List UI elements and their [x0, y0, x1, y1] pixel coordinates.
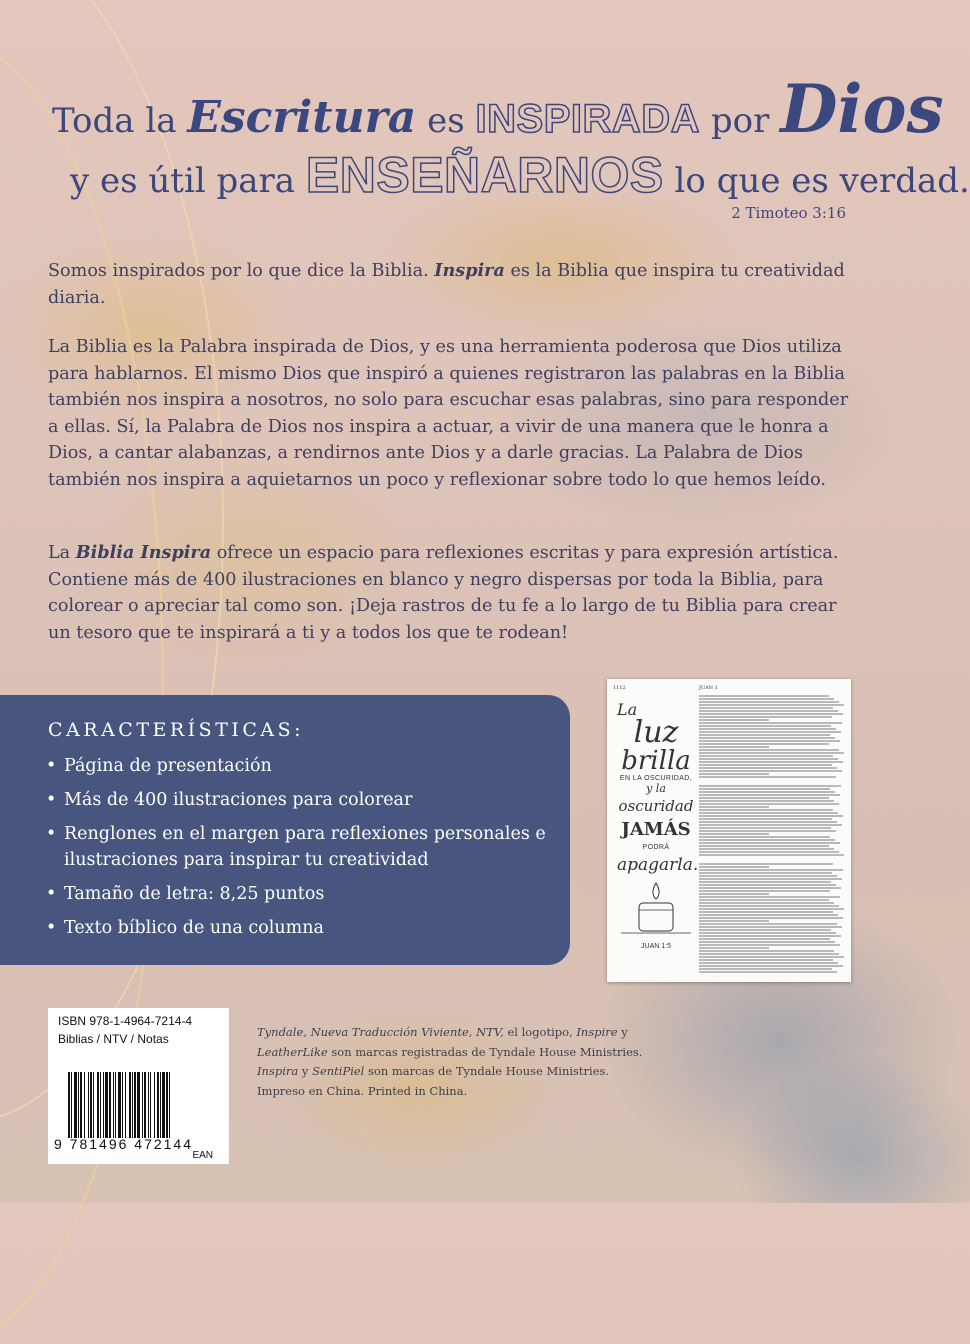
legal-line	[257, 1062, 857, 1082]
page-text-line	[699, 800, 834, 802]
page-text-line	[699, 785, 841, 787]
paragraph-bible: La Biblia es la Palabra inspirada de Dios, y es una herramienta poderosa que Dios utiliza para hablarnos. El mismo Dios que inspiró a quienes registraron las palabras en la Biblia también nos inspira a nosotros, no solo para escuchar esas palabras, sino para responder a ellas. Sí, la Palabra de Dios nos inspira a actuar, a vivir de una manera que le honra a Dios, a cantar alabanzas, a rendirnos ante Dios y a darle gracias. La Palabra de Dios también nos inspira a aquietarnos un poco y reflexionar sobre todo lo que hemos leído.	[48, 337, 849, 490]
page-text-line	[699, 728, 836, 730]
page-text-line	[699, 953, 839, 955]
page-text-line	[699, 866, 769, 868]
page-text-line	[699, 854, 844, 856]
page-text-line	[699, 911, 833, 913]
art-word: La	[617, 700, 638, 719]
art-citation: JUAN 1:5	[641, 943, 671, 950]
text: La	[48, 543, 76, 563]
page-text-line	[699, 962, 838, 964]
page-number: 1112	[613, 685, 626, 691]
text: son marcas de Tyndale House Ministries.	[364, 1064, 610, 1078]
page-text-line	[699, 734, 830, 736]
page-text-line	[699, 965, 843, 967]
page-text-line	[699, 959, 833, 961]
page-text-line	[699, 971, 837, 973]
features-panel	[0, 695, 570, 965]
barcode-bar	[170, 1072, 172, 1138]
barcode-bars	[68, 1072, 220, 1138]
page-text-line	[699, 743, 829, 745]
page-text-line	[699, 890, 830, 892]
page-text-line	[699, 896, 840, 898]
text: son marcas registradas de Tyndale House Ministries.	[327, 1044, 643, 1059]
paragraph-intro	[48, 258, 863, 311]
page-text-line	[699, 773, 769, 775]
page-text-line	[699, 842, 840, 844]
legal-line	[257, 1023, 857, 1043]
page-text-line	[699, 719, 769, 721]
page-text-line	[699, 725, 831, 727]
art-word: luz	[633, 715, 679, 750]
page-text-line	[699, 707, 833, 709]
text: y	[298, 1064, 313, 1078]
page-text-line	[699, 755, 833, 757]
barcode-box	[48, 1008, 229, 1164]
text: es la Biblia que inspira tu creatividad diaria.	[48, 261, 845, 308]
page-text-line	[699, 848, 834, 850]
page-text-line	[699, 824, 842, 826]
page-text-line	[699, 812, 838, 814]
quote-word: por	[710, 101, 770, 141]
quote-line-1	[52, 70, 944, 148]
page-text-line	[699, 788, 830, 790]
ean-label: EAN	[192, 1150, 213, 1161]
page-text-line	[699, 776, 836, 778]
page-text-line	[699, 932, 836, 934]
page-text-line	[699, 914, 838, 916]
page-text-line	[699, 923, 837, 925]
page-text-line	[699, 737, 835, 739]
page-text-line	[699, 941, 835, 943]
quote-line-2	[70, 146, 970, 204]
page-text-line	[699, 740, 840, 742]
art-word: apagarla.	[617, 855, 699, 875]
page-text-line	[699, 764, 832, 766]
emphasis-biblia-inspira: Biblia Inspira	[75, 542, 212, 563]
text: Somos inspirados por lo que dice la Biblia.	[48, 261, 435, 281]
legal-notice	[257, 1023, 857, 1101]
feature-item: • Más de 400 ilustraciones para colorear	[46, 787, 566, 813]
quote-reference: 2 Timoteo 3:16	[731, 204, 846, 222]
text: el logotipo,	[503, 1025, 577, 1039]
art-word: brilla	[621, 746, 691, 776]
page-text-line	[699, 752, 844, 754]
page-text-line	[699, 917, 843, 919]
page-text-line	[699, 899, 829, 901]
text: LeatherLike	[257, 1044, 328, 1059]
sample-page-image	[607, 679, 851, 982]
page-text-line	[699, 851, 839, 853]
page-text-line	[699, 920, 769, 922]
quote-word: es	[427, 101, 465, 141]
page-text-line	[699, 710, 838, 712]
page-text-line	[699, 716, 832, 718]
page-text-line	[699, 797, 829, 799]
page-text-line	[699, 791, 835, 793]
text: Tyndale, Nueva Traducción Viviente, NTV,	[257, 1025, 504, 1039]
quote-word: lo que es verdad.	[674, 161, 970, 201]
page-text-line	[699, 947, 769, 949]
text: Inspire	[576, 1025, 618, 1039]
page-text-line	[699, 836, 830, 838]
page-text-line	[699, 767, 837, 769]
page-text-line	[699, 731, 841, 733]
page-text-line	[699, 875, 837, 877]
page-text-line	[699, 926, 842, 928]
page-text-line	[699, 950, 834, 952]
isbn-text: ISBN 978-1-4964-7214-4	[58, 1014, 193, 1028]
text: ofrece un espacio para reflexiones escritas y para expresión artística. Contiene más de 400 ilustraciones en blanco y negro dispersas por toda la Biblia, para colorear o apreciar tal como son. ¡Deja rastros de tu fe a lo largo de tu Biblia para crear un tesoro que te inspirará a ti y a todos los que te rodean!	[48, 543, 839, 643]
lettering-illustration	[617, 700, 699, 971]
page-text-line	[699, 830, 836, 832]
category-text: Biblias / NTV / Notas	[58, 1032, 169, 1046]
art-word: y la	[646, 782, 666, 795]
page-text-line	[699, 698, 834, 700]
page-text-line	[699, 806, 769, 808]
page-text-line	[699, 749, 839, 751]
quote-word: y es útil para	[70, 161, 296, 201]
features-heading: CARACTERÍSTICAS:	[48, 719, 305, 741]
page-text-line	[699, 887, 841, 889]
quote-word-inspirada: INSPIRADA	[475, 97, 701, 141]
legal-line: Impreso en China. Printed in China.	[257, 1083, 468, 1098]
page-text-line	[699, 809, 833, 811]
page-text-line	[699, 839, 835, 841]
candle-icon	[617, 879, 695, 939]
page-text-line	[699, 893, 769, 895]
page-text-line	[699, 815, 843, 817]
page-text-line	[699, 869, 843, 871]
page-text-line	[699, 878, 842, 880]
quote-word-dios: Dios	[780, 70, 944, 148]
page-text-line	[699, 833, 769, 835]
feature-item: • Renglones en el margen para reflexiones personales e ilustraciones para inspirar tu creatividad	[46, 821, 566, 873]
paragraph-features	[48, 540, 863, 646]
page-text-line	[699, 713, 843, 715]
page-text-line	[699, 929, 831, 931]
quote-word: Toda la	[52, 101, 177, 141]
page-text-line	[699, 872, 832, 874]
page-text-line	[699, 746, 769, 748]
text: SentiPiel	[312, 1064, 365, 1078]
art-word: EN LA OSCURIDAD,	[619, 775, 693, 782]
page-text-line	[699, 845, 829, 847]
page-text-line	[699, 881, 831, 883]
legal-line	[257, 1043, 857, 1063]
text: y	[617, 1025, 628, 1039]
page-text-line	[699, 884, 836, 886]
page-text-line	[699, 863, 833, 865]
page-text-line	[699, 770, 842, 772]
feature-item: • Tamaño de letra: 8,25 puntos	[46, 881, 566, 907]
page-text-line	[699, 803, 839, 805]
page-header: JUAN 1	[699, 685, 718, 691]
page-text-line	[699, 794, 840, 796]
art-word: oscuridad	[618, 797, 694, 815]
page-text-line	[699, 902, 834, 904]
page-text-line	[699, 938, 830, 940]
art-word: JAMÁS	[621, 819, 691, 840]
page-text-line	[699, 956, 844, 958]
page-text-line	[699, 722, 842, 724]
page-text-line	[699, 935, 841, 937]
page-text-line	[699, 968, 832, 970]
page-text-line	[699, 818, 832, 820]
features-list	[46, 753, 566, 949]
feature-item: • Página de presentación	[46, 753, 566, 779]
page-text-line	[699, 701, 839, 703]
barcode-number: 9 781496 472144	[54, 1136, 193, 1152]
page-text-line	[699, 821, 837, 823]
art-word: PODRÁ	[642, 844, 670, 851]
page-text-line	[699, 905, 839, 907]
page-text-line	[699, 908, 844, 910]
text: Inspira	[257, 1064, 299, 1078]
page-text-line	[699, 827, 831, 829]
page-text-line	[699, 704, 844, 706]
emphasis-inspira: Inspira	[434, 260, 505, 281]
quote-word-escritura: Escritura	[187, 92, 417, 143]
page-text-line	[699, 944, 840, 946]
page-text-line	[699, 695, 829, 697]
page-text-line	[699, 758, 838, 760]
quote-word-ensenarnos: ENSEÑARNOS	[305, 147, 664, 203]
feature-item: • Texto bíblico de una columna	[46, 915, 566, 941]
page-text-line	[699, 761, 843, 763]
